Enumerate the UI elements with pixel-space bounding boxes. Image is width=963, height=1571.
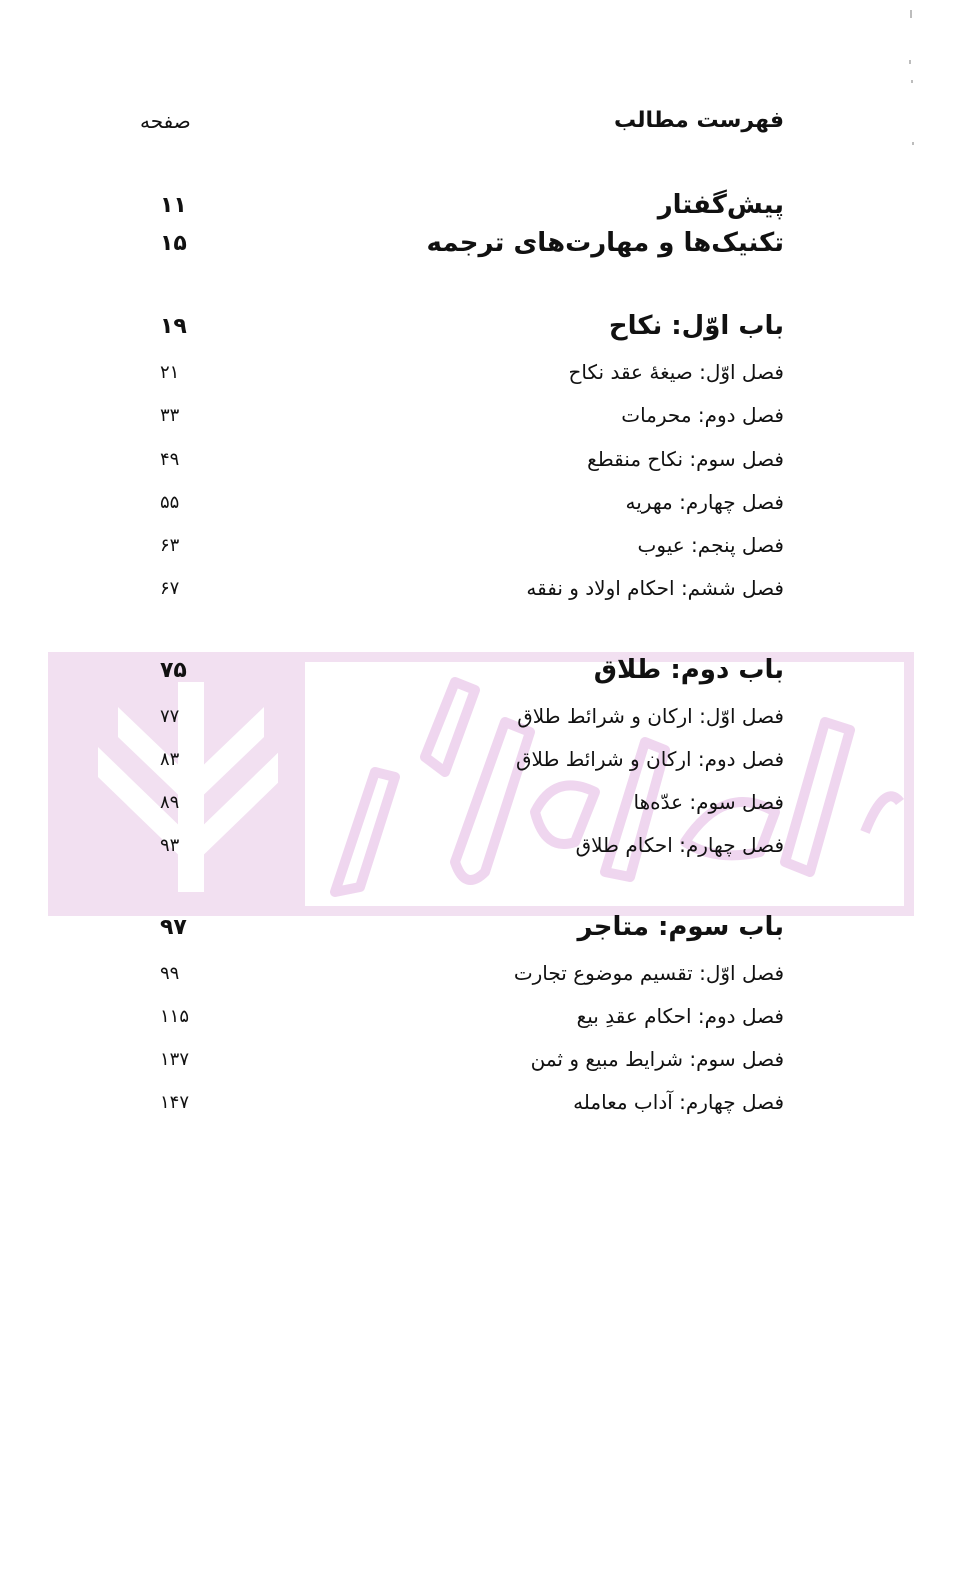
entry-title: تکنیک‌ها و مهارت‌های ترجمه xyxy=(426,228,784,258)
toc-part-heading[interactable] xyxy=(140,655,784,685)
chapter-page: ۷۷ xyxy=(160,705,180,727)
entry-page: ۱۵ xyxy=(160,230,187,256)
scan-artifact xyxy=(909,60,911,64)
chapter-page: ۱۴۷ xyxy=(160,1091,190,1113)
chapter-title: فصل دوم: ارکان و شرائط طلاق xyxy=(516,747,784,771)
chapter-page: ۲۱ xyxy=(160,361,180,383)
chapter-title: فصل اوّل: تقسیم موضوع تجارت xyxy=(513,961,784,985)
toc-entry-front[interactable] xyxy=(140,190,784,220)
chapter-title: فصل سوم: شرایط مبیع و ثمن xyxy=(530,1047,784,1071)
chapter-title: فصل دوم: احکام عقدِ بیع xyxy=(576,1004,784,1028)
chapter-page: ۱۱۵ xyxy=(160,1005,190,1027)
entry-title: پیش‌گفتار xyxy=(657,190,784,220)
part-title: باب دوم: طلاق xyxy=(593,655,784,685)
chapter-page: ۳۳ xyxy=(160,404,180,426)
chapter-page: ۹۹ xyxy=(160,962,180,984)
watermark-inner-box xyxy=(305,662,904,906)
toc-chapter[interactable] xyxy=(140,490,784,514)
chapter-page: ۱۳۷ xyxy=(160,1048,190,1070)
toc-chapter[interactable] xyxy=(140,533,784,557)
toc-chapter[interactable] xyxy=(140,403,784,427)
chapter-title: فصل اوّل: صیغهٔ عقد نکاح xyxy=(568,360,784,384)
chapter-title: فصل پنجم: عیوب xyxy=(637,533,784,557)
toc-chapter[interactable] xyxy=(140,360,784,384)
chapter-title: فصل چهارم: مهریه xyxy=(625,490,784,514)
scan-artifact xyxy=(911,80,913,83)
watermark-logotype-icon xyxy=(305,662,904,906)
toc-chapter[interactable] xyxy=(140,1047,784,1071)
scan-artifact xyxy=(910,10,912,18)
scan-artifact xyxy=(912,142,914,145)
toc-title: فهرست مطالب xyxy=(613,108,784,133)
chapter-page: ۸۹ xyxy=(160,791,180,813)
chapter-title: فصل سوم: نکاح منقطع xyxy=(587,447,784,471)
toc-chapter[interactable] xyxy=(140,747,784,771)
toc-chapter[interactable] xyxy=(140,576,784,600)
chapter-title: فصل اوّل: ارکان و شرائط طلاق xyxy=(517,704,784,728)
part-title: باب اوّل: نکاح xyxy=(608,311,784,341)
toc-chapter[interactable] xyxy=(140,790,784,814)
toc-header xyxy=(140,108,784,133)
toc-chapter[interactable] xyxy=(140,704,784,728)
chapter-page: ۴۹ xyxy=(160,448,180,470)
chapter-title: فصل ششم: احکام اولاد و نفقه xyxy=(526,576,784,600)
part-page: ۷۵ xyxy=(160,657,187,683)
toc-entry-front[interactable] xyxy=(140,228,784,258)
part-title: باب سوم: متاجر xyxy=(577,912,784,942)
entry-page: ۱۱ xyxy=(160,192,187,218)
chapter-title: فصل سوم: عدّه‌ها xyxy=(633,790,784,814)
page-column-label: صفحه xyxy=(140,108,191,133)
chapter-page: ۶۳ xyxy=(160,534,180,556)
toc-chapter[interactable] xyxy=(140,1090,784,1114)
toc-part-heading[interactable] xyxy=(140,311,784,341)
toc-chapter[interactable] xyxy=(140,1004,784,1028)
chapter-page: ۸۳ xyxy=(160,748,180,770)
toc-chapter[interactable] xyxy=(140,833,784,857)
chapter-title: فصل دوم: محرمات xyxy=(621,403,784,427)
chapter-title: فصل چهارم: احکام طلاق xyxy=(575,833,784,857)
chapter-page: ۹۳ xyxy=(160,834,180,856)
toc-chapter[interactable] xyxy=(140,961,784,985)
chapter-title: فصل چهارم: آداب معامله xyxy=(573,1090,784,1114)
toc-chapter[interactable] xyxy=(140,447,784,471)
part-page: ۹۷ xyxy=(160,914,187,940)
toc-part-heading[interactable] xyxy=(140,912,784,942)
chapter-page: ۵۵ xyxy=(160,491,180,513)
part-page: ۱۹ xyxy=(160,313,187,339)
chapter-page: ۶۷ xyxy=(160,577,180,599)
watermark-band xyxy=(48,652,914,916)
